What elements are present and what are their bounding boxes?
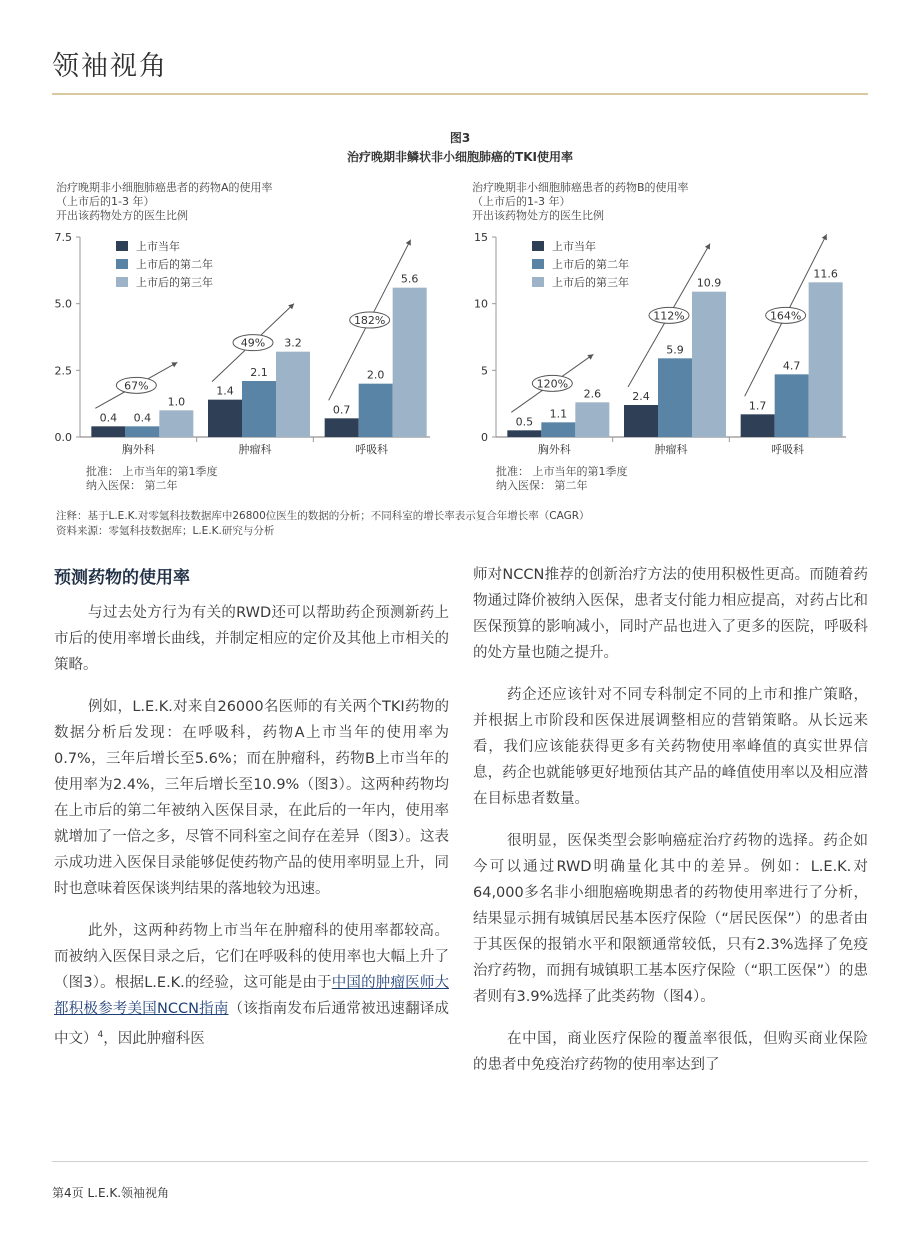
left-paragraph-3-text: 此外，这两种药物上市当年在肿瘤科的使用率都较高。而被纳入医保目录之后，它们在呼吸科的使用率也大幅上升了（图3）。根据L.E.K.的经验，这可能是由于 <box>54 923 449 991</box>
chart-b-bar-label: 1.1 <box>549 407 568 421</box>
chart-a-bar-label: 0.4 <box>133 411 152 425</box>
figure-source: 资料来源：零氪科技数据库；L.E.K.研究与分析 <box>56 525 275 537</box>
chart-b-legend-swatch <box>532 277 544 287</box>
chart-a-legend-label: 上市当年 <box>136 240 180 253</box>
chart-a-subtitle <box>56 181 273 223</box>
chart-b-bar-label: 2.4 <box>632 390 650 403</box>
chart-b-bar <box>809 282 843 437</box>
chart-a-growth-label: 67% <box>124 379 149 393</box>
chart-a-ytick-label: 2.5 <box>54 364 72 378</box>
chart-a-bar-label: 0.4 <box>99 411 118 425</box>
chart-b-footnote-line: 批准： 上市当年的第1季度 <box>496 465 628 478</box>
chart-b-bar <box>575 402 609 437</box>
chart-b-arrow-head <box>587 354 593 359</box>
left-column <box>54 600 449 1068</box>
chart-a-ytick-label: 0.0 <box>54 431 72 444</box>
figure-label: 图3 <box>449 131 471 145</box>
chart-b-bar <box>624 405 658 437</box>
right-column <box>473 562 868 1094</box>
chart-b-bar <box>507 430 541 437</box>
right-paragraph-2: 药企还应该针对不同专科制定不同的上市和推广策略，并根据上市阶段和医保进展调整相应的营销策略。从长远来看，我们应该能获得更多有关药物使用率峰值的真实世界信息，药企也就能够更好地预估其产品的峰值使用率以及相应潜在目标患者数量。 <box>473 687 868 807</box>
chart-b-bar-label: 2.6 <box>583 387 602 401</box>
chart-a-legend-swatch <box>116 277 128 287</box>
chart-a-category-label: 呼吸科 <box>355 443 389 456</box>
chart-b-footnote-line: 纳入医保： 第二年 <box>496 479 588 492</box>
chart-a-ytick-label: 5.0 <box>54 297 72 311</box>
chart-a-category-label: 肿瘤科 <box>238 443 272 456</box>
chart-a-bar <box>325 418 359 437</box>
chart-b-bar-label: 5.9 <box>666 343 684 357</box>
chart-b-legend-label: 上市当年 <box>552 240 596 253</box>
left-paragraph-3 <box>54 918 449 1052</box>
chart-a-legend-label: 上市后的第三年 <box>136 276 213 289</box>
chart-a-bar <box>393 288 427 437</box>
chart-b-bar <box>775 374 809 437</box>
chart-b-subtitle-line: 治疗晚期非小细胞肺癌患者的药物B的使用率 <box>472 181 689 194</box>
right-paragraph-1: 师对NCCN推荐的创新治疗方法的使用积极性更高。而随着药物通过降价被纳入医保，患者支付能力相应提高，对药占比和医保预算的影响减小，同时产品也进入了更多的医院，呼吸科的处方量也随之提升。 <box>473 567 868 661</box>
chart-b-category-label: 呼吸科 <box>771 443 805 456</box>
right-paragraph-3: 很明显，医保类型会影响癌症治疗药物的选择。药企如今可以通过RWD明确量化其中的差异。例如：L.E.K.对64,000多名非小细胞癌晚期患者的药物使用率进行了分析，结果显示拥有城镇居民基本医疗保险（“居民医保”）的患者由于其医保的报销水平和限额通常较低，只有2.3%选择了免疫治疗药物，而拥有城镇职工基本医疗保险（“职工医保”）的患者则有3.9%选择了此类药物（图4）。 <box>473 833 868 1005</box>
chart-b-bar-label: 0.5 <box>515 415 534 429</box>
chart-b-category-label: 肿瘤科 <box>654 443 688 456</box>
footer-divider <box>52 1161 868 1162</box>
chart-a-legend-swatch <box>116 241 128 251</box>
chart-a-legend-label: 上市后的第二年 <box>136 258 213 271</box>
chart-a-bar-label: 2.1 <box>250 366 268 379</box>
chart-a-bar-label: 3.2 <box>284 336 302 350</box>
chart-b-bar-label: 11.6 <box>813 267 838 281</box>
chart-a-bar <box>276 352 310 437</box>
chart-a-subtitle-line: （上市后的1-3 年） <box>56 195 155 208</box>
chart-a-ytick-label: 7.5 <box>54 231 72 244</box>
left-paragraph-1: 与过去处方行为有关的RWD还可以帮助药企预测新药上市后的使用率增长曲线，并制定相应的定价及其他上市相关的策略。 <box>54 605 449 673</box>
nccn-guideline-link[interactable]: 中国的肿瘤医师大都积极参考美国NCCN指南 <box>54 975 449 1017</box>
chart-b-ytick-label: 0 <box>481 431 488 444</box>
chart-b-bar <box>541 422 575 437</box>
chart-b-bar <box>741 414 775 437</box>
chart-b-ytick-label: 5 <box>481 364 488 378</box>
chart-b-legend-label: 上市后的第三年 <box>552 276 629 289</box>
page-footer: 第4页 L.E.K.领袖视角 <box>52 1186 170 1200</box>
left-paragraph-3-text: ，因此肿瘤科医 <box>103 1030 205 1047</box>
chart-a-bar <box>208 400 242 437</box>
chart-a <box>50 225 450 465</box>
left-paragraph-3-text: （该指南发布后通常被迅速翻译成中文） <box>54 1001 449 1047</box>
footnote-ref: 4 <box>97 1030 104 1040</box>
chart-a-bar-label: 1.0 <box>167 395 186 409</box>
chart-a-bar-label: 2.0 <box>366 368 385 382</box>
chart-a-bar-label: 0.7 <box>332 403 351 417</box>
chart-a-subtitle-line: 治疗晚期非小细胞肺癌患者的药物A的使用率 <box>56 181 273 194</box>
right-paragraph-4: 在中国，商业医疗保险的覆盖率很低，但购买商业保险的患者中免疫治疗药物的使用率达到了 <box>473 1031 868 1073</box>
chart-a-bar-label: 5.6 <box>400 272 419 286</box>
chart-a-footnote <box>86 465 218 493</box>
chart-a-bar <box>359 384 393 437</box>
chart-a-legend-swatch <box>116 259 128 269</box>
section-heading: 预测药物的使用率 <box>54 568 190 588</box>
chart-a-bar-label: 1.4 <box>216 384 234 398</box>
chart-a-category-label: 胸外科 <box>121 443 155 456</box>
chart-b-ytick-label: 15 <box>474 231 488 244</box>
chart-b-ytick-label: 10 <box>474 297 488 311</box>
chart-a-bar <box>91 426 125 437</box>
chart-b-growth-label: 164% <box>769 309 802 323</box>
header-divider <box>52 93 868 95</box>
chart-b-growth-label: 112% <box>653 309 685 323</box>
chart-b-footnote <box>496 465 628 493</box>
chart-a-footnote-line: 纳入医保： 第二年 <box>86 479 178 492</box>
chart-b <box>466 225 866 465</box>
chart-b-bar-label: 4.7 <box>782 359 801 373</box>
chart-b-category-label: 胸外科 <box>537 443 571 456</box>
chart-b-growth-label: 120% <box>536 377 569 391</box>
figure-note: 注释：基于L.E.K.对零氪科技数据库中26800位医生的数据的分析；不同科室的增长率表示复合年增长率（CAGR） <box>56 510 590 522</box>
chart-b-bar <box>658 358 692 437</box>
chart-b-bar-label: 10.9 <box>696 276 722 290</box>
chart-a-growth-label: 182% <box>353 314 386 327</box>
figure-title: 治疗晚期非鳞状非小细胞肺癌的TKI使用率 <box>347 150 573 164</box>
chart-b-subtitle-line: （上市后的1-3 年） <box>472 195 571 208</box>
chart-b-legend-swatch <box>532 241 544 251</box>
chart-a-growth-label: 49% <box>240 336 266 350</box>
left-paragraph-2: 例如，L.E.K.对来自26000名医师的有关两个TKI药物的数据分析后发现：在呼吸科，药物A上市当年的使用率为0.7%，三年后增长至5.6%；而在肿瘤科，药物B上市当年的使用率为2.4%，三年后增长至10.9%（图3）。这两种药物均在上市后的第二年被纳入医保目录，在此后的一年内，使用率就增加了一倍之多，尽管不同科室之间存在差异（图3）。这表示成功进入医保目录能够促使药物产品的使用率明显上升，同时也意味着医保谈判结果的落地较为迅速。 <box>54 699 449 897</box>
chart-a-footnote-line: 批准： 上市当年的第1季度 <box>86 465 218 478</box>
page-header-title: 领袖视角 <box>52 51 168 82</box>
chart-b-legend-swatch <box>532 259 544 269</box>
chart-a-bar <box>125 426 159 437</box>
chart-a-bar <box>242 381 276 437</box>
chart-b-subtitle <box>472 181 689 223</box>
chart-b-bar-label: 1.7 <box>748 399 767 413</box>
chart-a-subtitle-line: 开出该药物处方的医生比例 <box>56 209 188 222</box>
chart-b-subtitle-line: 开出该药物处方的医生比例 <box>472 209 604 222</box>
chart-b-legend-label: 上市后的第二年 <box>552 258 629 271</box>
chart-a-bar <box>159 410 193 437</box>
chart-b-bar <box>692 292 726 437</box>
